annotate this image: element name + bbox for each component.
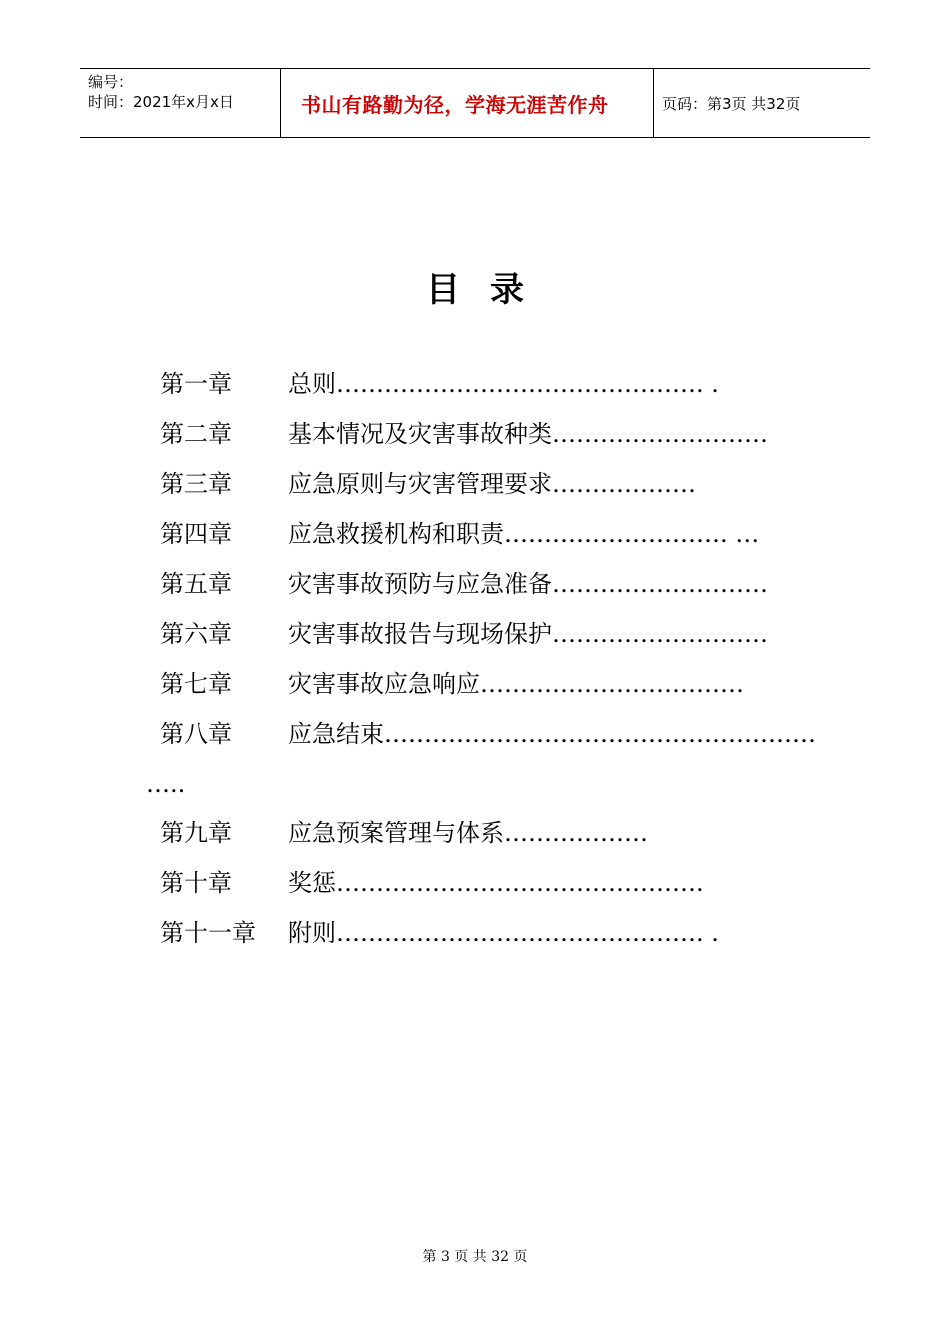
toc-chapter: 第九章 xyxy=(160,819,232,847)
toc-chapter: 第七章 xyxy=(160,670,232,698)
time-label: 时间：2021年x月x日 xyxy=(88,93,234,111)
toc-title: 应急结束……………………………………………… xyxy=(288,720,816,748)
toc-title: 应急原则与灾害管理要求……………… xyxy=(288,470,696,498)
toc-title: 灾害事故预防与应急准备……………………… xyxy=(288,570,768,598)
toc-chapter: 第十一章 xyxy=(160,919,256,947)
header-motto: 书山有路勤为径，学海无涯苦作舟 xyxy=(281,69,654,137)
toc-chapter: 第十章 xyxy=(160,869,232,897)
toc-title: 应急预案管理与体系……………… xyxy=(288,819,648,847)
toc-continuation: ….. xyxy=(146,770,186,798)
toc-chapter: 第二章 xyxy=(160,420,232,448)
header-page-info: 页码：第3页 共32页 xyxy=(662,94,801,113)
toc-chapter: 第一章 xyxy=(160,370,232,398)
number-label: 编号： xyxy=(88,73,134,91)
toc-title: 灾害事故报告与现场保护……………………… xyxy=(288,620,768,648)
toc-chapter: 第三章 xyxy=(160,470,232,498)
toc-chapter: 第六章 xyxy=(160,620,232,648)
toc-chapter: 第八章 xyxy=(160,720,232,748)
page-footer: 第 3 页 共 32 页 xyxy=(422,1249,528,1265)
toc-title: 总则………………………………………. . xyxy=(288,370,719,398)
page-header xyxy=(80,68,870,138)
toc-chapter: 第四章 xyxy=(160,520,232,548)
header-meta xyxy=(80,69,281,137)
toc-title: 奖惩………………………………………. xyxy=(288,869,704,897)
page-title: 目录 xyxy=(426,270,554,310)
toc-title: 应急救援机构和职责………………………. … xyxy=(288,520,760,548)
toc-title: 灾害事故应急响应…………………………… xyxy=(288,670,744,698)
toc-title: 附则………………………………………. . xyxy=(288,919,719,947)
toc-title: 基本情况及灾害事故种类……………………… xyxy=(288,420,768,448)
toc-chapter: 第五章 xyxy=(160,570,232,598)
